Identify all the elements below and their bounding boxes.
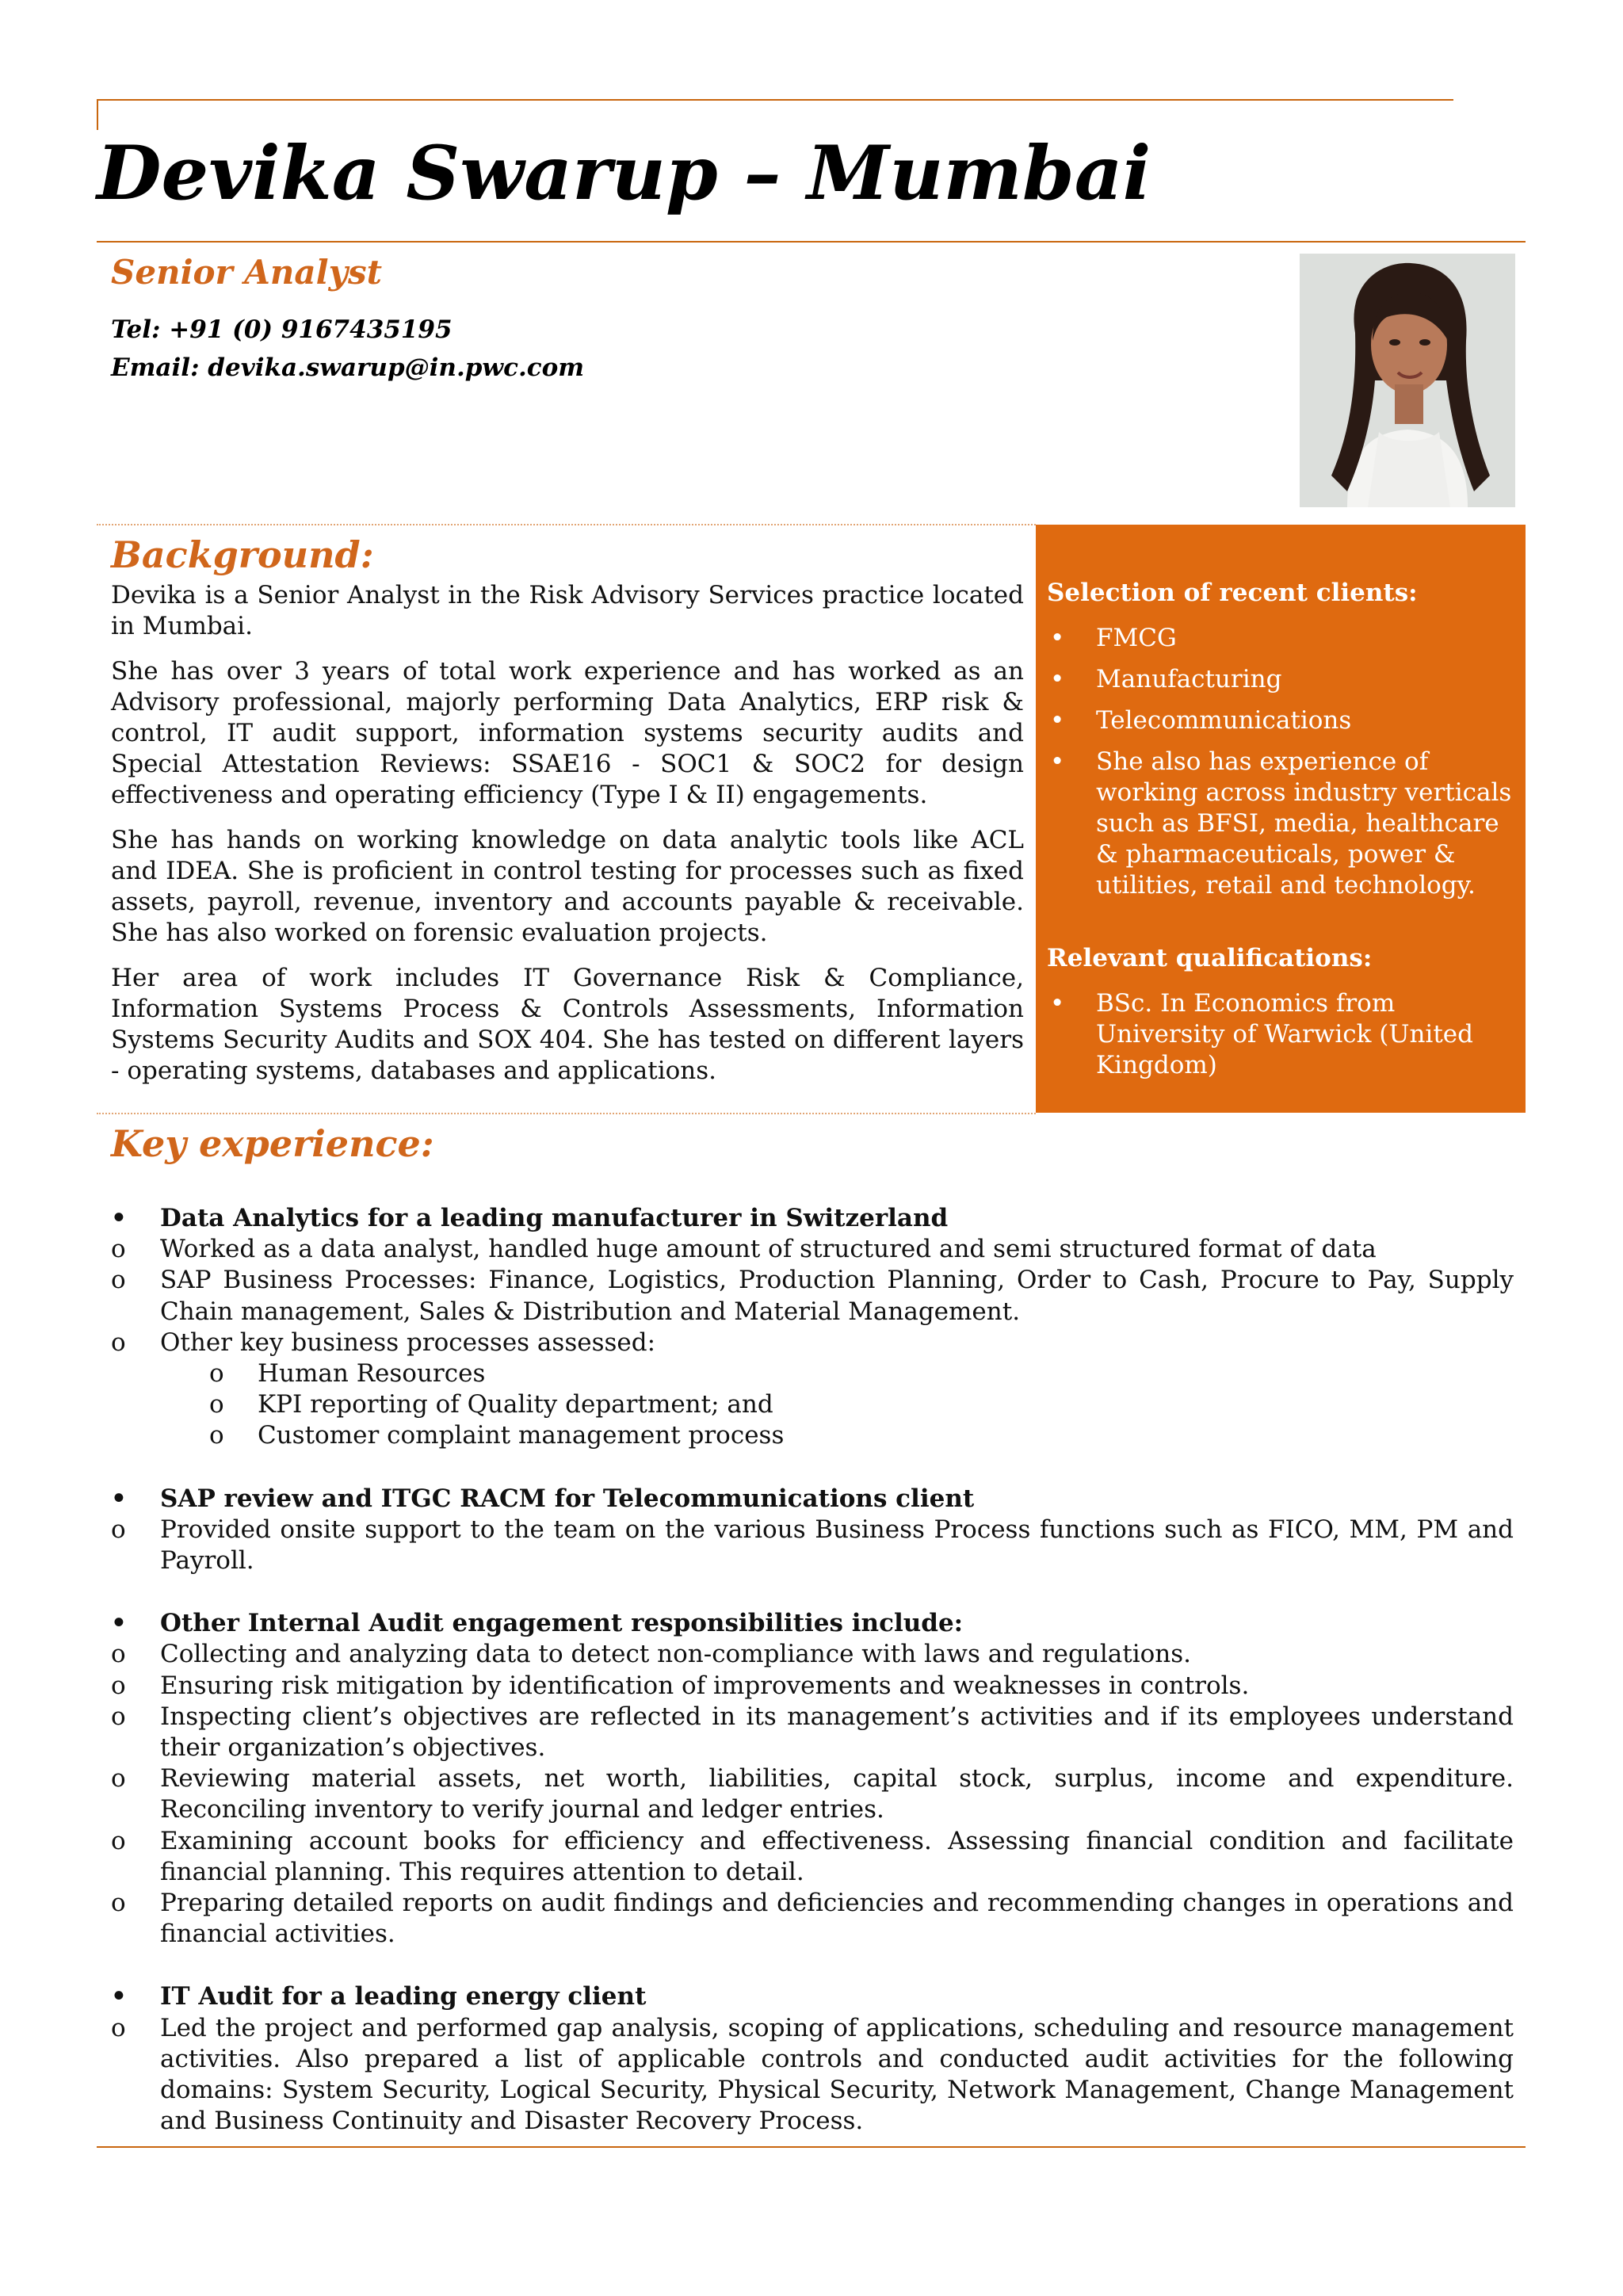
experience-item: o Other key business processes assessed: xyxy=(111,1328,1514,1358)
experience-item: o Collecting and analyzing data to detect non-compliance with laws and regulations. xyxy=(111,1639,1514,1670)
top-bracket-vertical xyxy=(97,100,98,130)
experience-subitem: o Customer complaint management process xyxy=(111,1420,1514,1451)
experience-item: o Worked as a data analyst, handled huge amount of structured and semi structured format of data xyxy=(111,1234,1514,1265)
qualification-item: • BSc. In Economics from University of Warwick (United Kingdom) xyxy=(1050,989,1473,1079)
qualifications-list xyxy=(1047,988,1518,1081)
page-title: Devika Swarup – Mumbai xyxy=(97,130,1151,217)
background-title: Background: xyxy=(111,533,374,576)
top-rule xyxy=(97,99,1453,101)
background-paragraph: She has over 3 years of total work experience and has worked as an Advisory professional, majorly performing Data Analytics, ERP risk & control, IT audit support, information systems security audits and Special Attestation Reviews: SSAE16 - SOC1 & SOC2 for design effectiveness and operating efficiency (Type I & II) engagements. xyxy=(111,657,1024,809)
experience-block xyxy=(111,1608,1514,1950)
circle-bullet-icon: o xyxy=(111,1889,126,1918)
clients-qualifications-box xyxy=(1036,525,1526,1113)
circle-bullet-icon: o xyxy=(111,2013,126,2042)
circle-bullet-icon: o xyxy=(111,1702,126,1731)
experience-item: o SAP Business Processes: Finance, Logistics, Production Planning, Order to Cash, Procure to Pay, Supply Chain management, Sales & Distribution and Material Management. xyxy=(111,1266,1514,1326)
bullet-icon: • xyxy=(1050,706,1065,735)
experience-item: o Preparing detailed reports on audit findings and deficiencies and recommending changes in operations and financial activities. xyxy=(111,1889,1514,1949)
title-underline xyxy=(97,241,1526,243)
experience-item: o Provided onsite support to the team on the various Business Process functions such as FICO, MM, PM and Payroll. xyxy=(111,1515,1514,1576)
bullet-icon: • xyxy=(111,1204,127,1232)
circle-bullet-icon: o xyxy=(111,1764,126,1794)
circle-bullet-icon: o xyxy=(209,1421,224,1450)
client-item: • She also has experience of working across industry verticals such as BFSI, media, healthcare & pharmaceuticals, power & utilities, retail and technology. xyxy=(1050,747,1512,900)
experience-list xyxy=(111,1203,1514,2137)
job-role: Senior Analyst xyxy=(111,253,383,292)
circle-bullet-icon: o xyxy=(111,1266,126,1295)
bullet-icon: • xyxy=(111,1484,127,1513)
experience-title: Key experience: xyxy=(111,1122,434,1165)
qualifications-title: Relevant qualifications: xyxy=(1047,944,1373,972)
experience-heading: • Data Analytics for a leading manufacturer in Switzerland xyxy=(111,1203,1514,1234)
experience-block xyxy=(111,1981,1514,2137)
bullet-icon: • xyxy=(1050,665,1065,693)
experience-item: o Examining account books for efficiency and effectiveness. Assessing financial condition and facilitate financial planning. This requires attention to detail. xyxy=(111,1826,1514,1886)
bottom-rule xyxy=(97,2146,1526,2148)
bullet-icon: • xyxy=(1050,747,1065,776)
clients-title: Selection of recent clients: xyxy=(1047,579,1418,607)
circle-bullet-icon: o xyxy=(209,1390,224,1419)
experience-item: o Inspecting client’s objectives are reflected in its management’s activities and if its employees understand their organization’s objectives. xyxy=(111,1702,1514,1763)
portrait-photo xyxy=(1300,254,1515,507)
client-item: • Manufacturing xyxy=(1050,665,1282,693)
circle-bullet-icon: o xyxy=(111,1640,126,1669)
experience-heading: • IT Audit for a leading energy client xyxy=(111,1981,1514,2012)
experience-subitem: o Human Resources xyxy=(111,1358,1514,1389)
email-address: Email: devika.swarup@in.pwc.com xyxy=(111,353,585,382)
experience-heading: • Other Internal Audit engagement responsibilities include: xyxy=(111,1608,1514,1639)
bullet-icon: • xyxy=(111,1982,127,2011)
background-paragraph: Her area of work includes IT Governance Risk & Compliance, Information Systems Process & Controls Assessments, Information Systems Security Audits and SOX 404. She has tested on different layers - operating systems, databases and applications. xyxy=(111,964,1024,1085)
clients-list xyxy=(1047,623,1518,901)
bullet-icon: • xyxy=(1050,989,1065,1018)
client-item: • FMCG xyxy=(1050,624,1177,652)
circle-bullet-icon: o xyxy=(209,1359,224,1389)
circle-bullet-icon: o xyxy=(111,1515,126,1544)
background-bottom-rule xyxy=(97,1113,1036,1114)
experience-item: o Led the project and performed gap analysis, scoping of applications, scheduling and resource management activities. Also prepared a list of applicable controls and conducted audit activities for the following domains: System Security, Logical Security, Physical Security, Network Management, Change Management and Business Continuity and Disaster Recovery Process. xyxy=(111,2013,1514,2136)
bullet-icon: • xyxy=(1050,624,1065,652)
circle-bullet-icon: o xyxy=(111,1328,126,1357)
experience-block xyxy=(111,1484,1514,1577)
experience-subitem: o KPI reporting of Quality department; and xyxy=(111,1389,1514,1420)
experience-block xyxy=(111,1203,1514,1452)
background-text xyxy=(111,580,1024,1101)
experience-item: o Ensuring risk mitigation by identification of improvements and weaknesses in controls. xyxy=(111,1671,1514,1702)
phone-number: Tel: +91 (0) 9167435195 xyxy=(111,315,453,344)
circle-bullet-icon: o xyxy=(111,1671,126,1700)
background-top-rule xyxy=(97,524,1036,525)
background-paragraph: Devika is a Senior Analyst in the Risk Advisory Services practice located in Mumbai. xyxy=(111,581,1024,640)
circle-bullet-icon: o xyxy=(111,1235,126,1264)
experience-item: o Reviewing material assets, net worth, liabilities, capital stock, surplus, income and expenditure. Reconciling inventory to verify journal and ledger entries. xyxy=(111,1764,1514,1824)
experience-heading: • SAP review and ITGC RACM for Telecommunications client xyxy=(111,1484,1514,1515)
circle-bullet-icon: o xyxy=(111,1826,126,1855)
bullet-icon: • xyxy=(111,1609,127,1638)
background-paragraph: She has hands on working knowledge on data analytic tools like ACL and IDEA. She is proficient in control testing for processes such as fixed assets, payroll, revenue, inventory and accounts payable & receivable. She has also worked on forensic evaluation projects. xyxy=(111,826,1024,947)
client-item: • Telecommunications xyxy=(1050,706,1352,735)
